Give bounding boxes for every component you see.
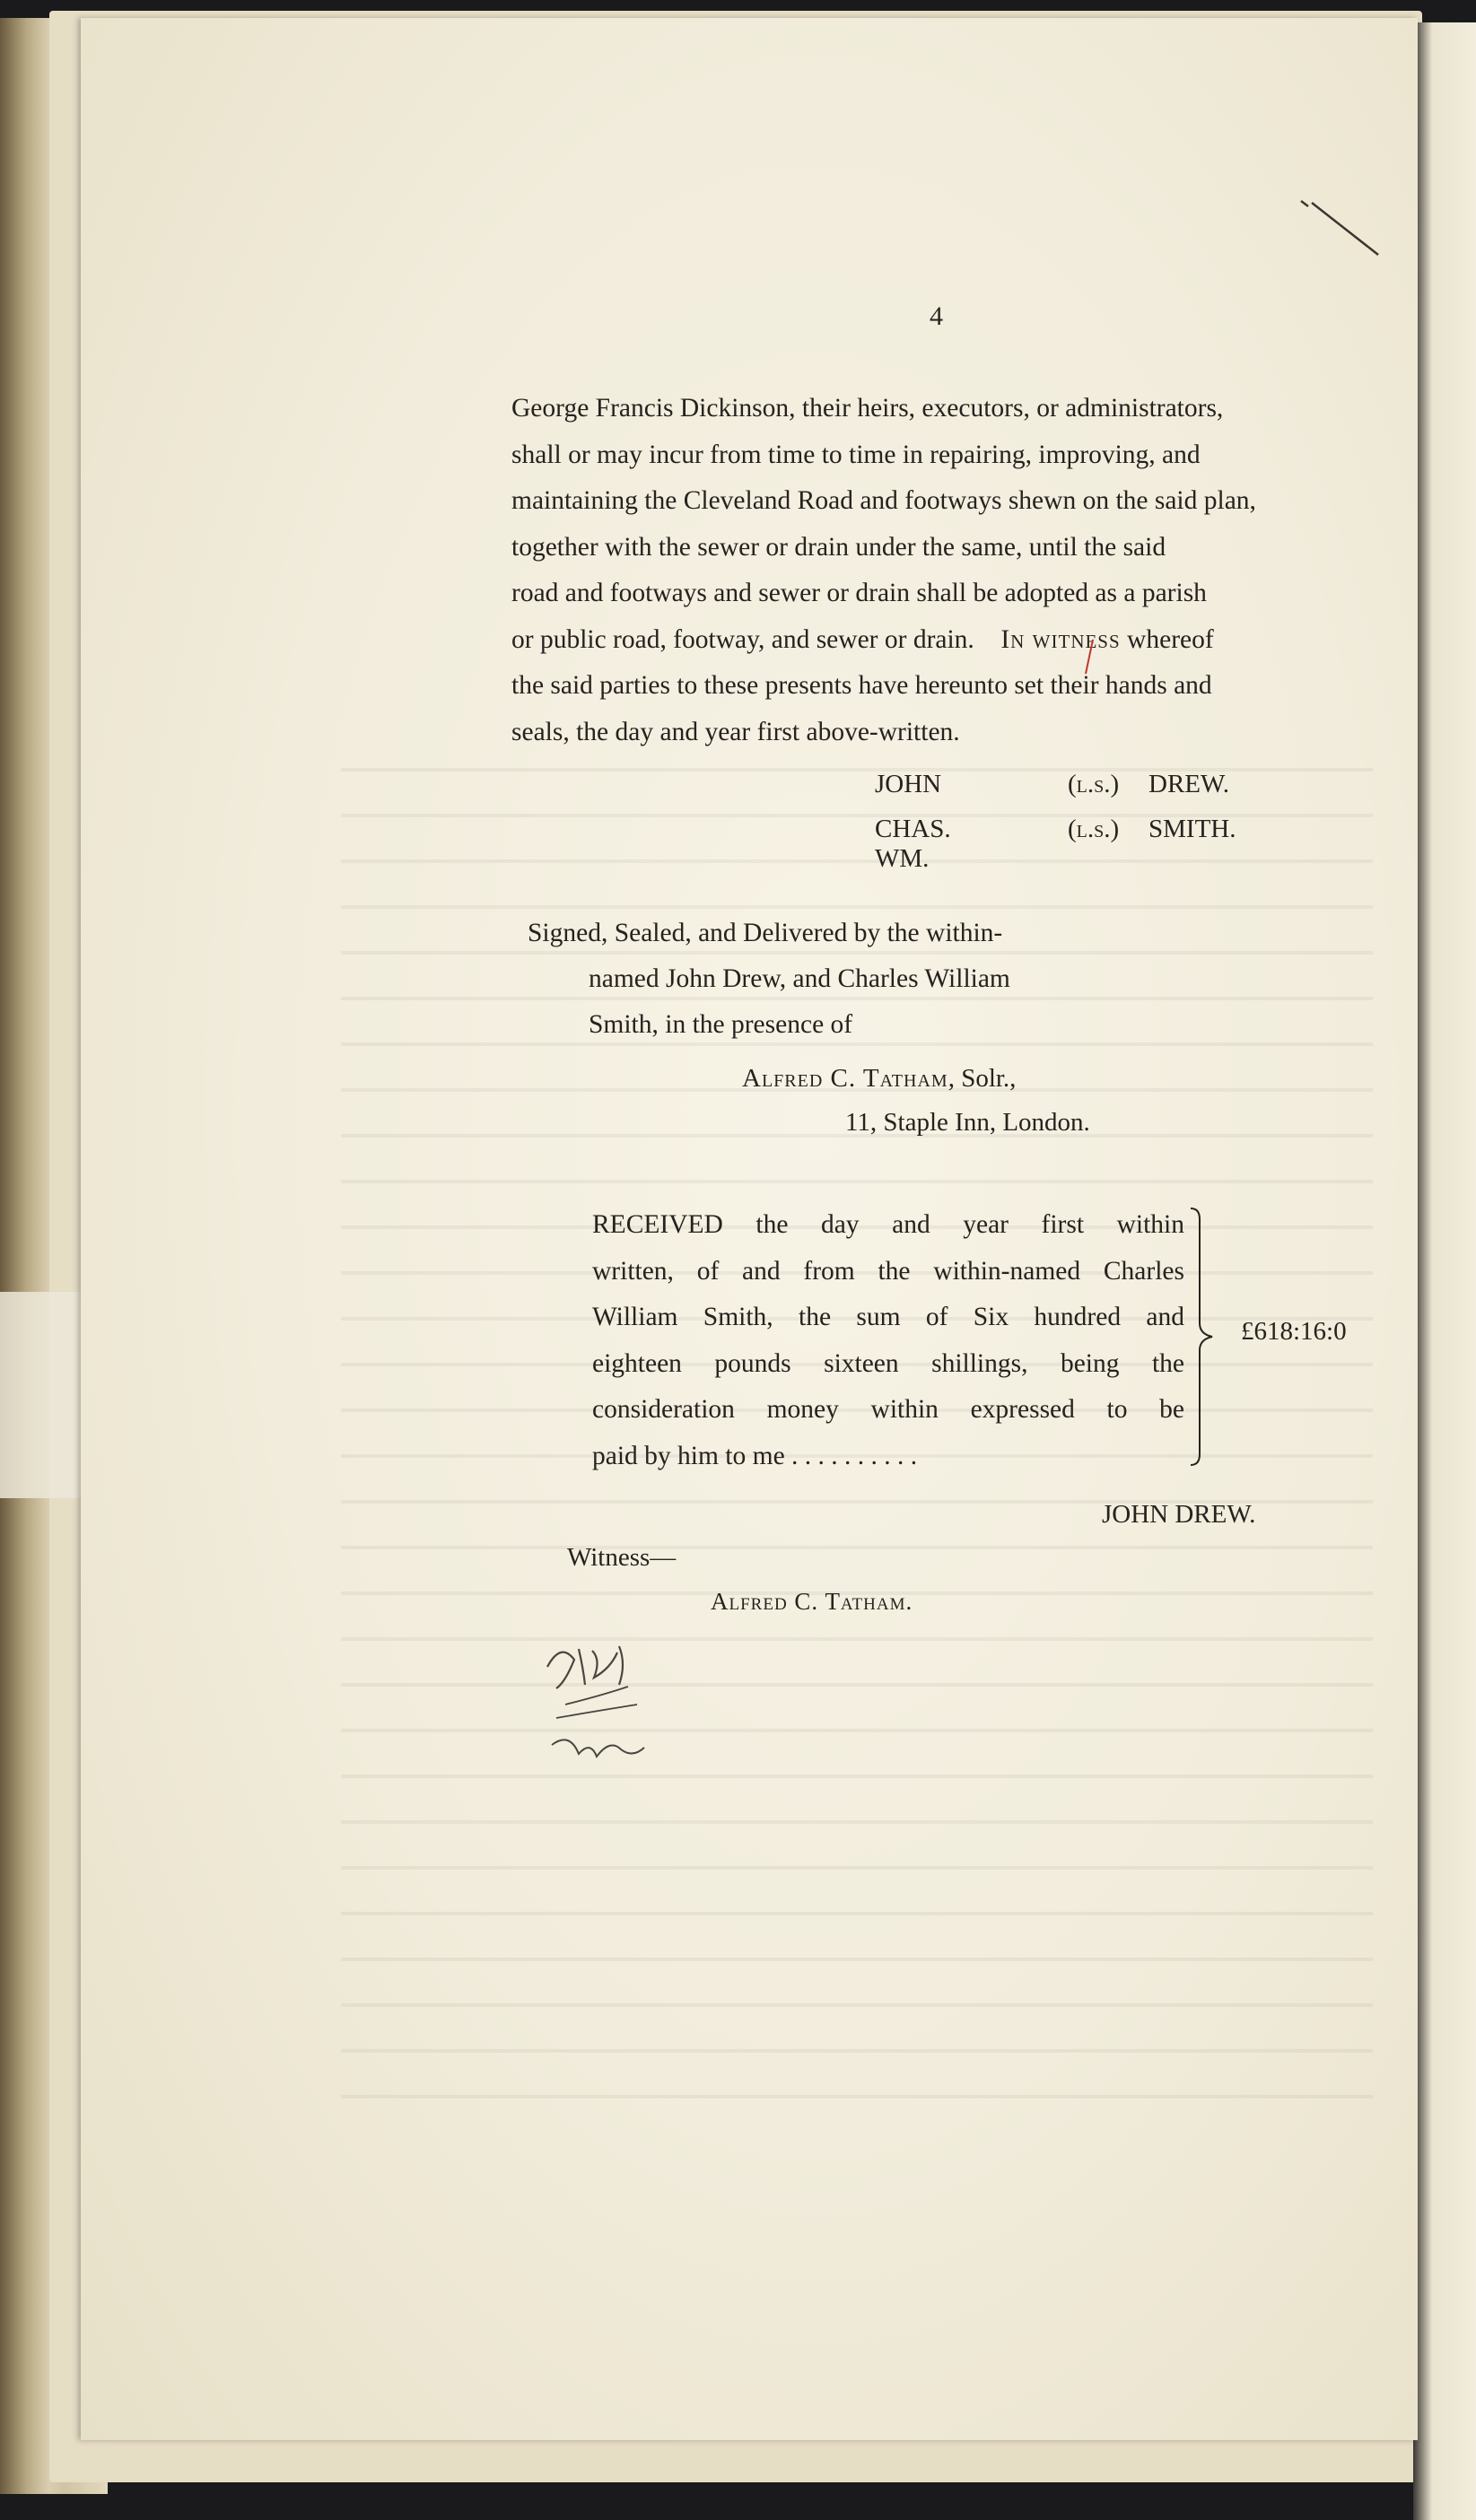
body-line: George Francis Dickinson, their heirs, executors, or administrators, (511, 394, 1224, 423)
red-correction-mark (1084, 639, 1095, 675)
receipt-amount: £618:16:0 (1241, 1317, 1347, 1346)
solicitor-witness (742, 1064, 1016, 1094)
body-line: shall or may incur from time to time in repairing, improving, and (511, 440, 1201, 469)
receipt-clause (592, 1202, 1184, 1479)
signatory-first-name: JOHN (875, 770, 942, 798)
receipt-brace (1189, 1207, 1216, 1467)
locus-sigilli: (l.s.) (1068, 770, 1120, 798)
receipt-line: paid by him to me . . . . . . . . . . (592, 1441, 918, 1470)
body-line: maintaining the Cleveland Road and footways shewn on the said plan, (511, 486, 1256, 515)
solicitor-address: 11, Staple Inn, London. (845, 1108, 1090, 1137)
signatory-surname: SMITH. (1148, 815, 1236, 843)
body-line-witness-clause (511, 617, 1364, 664)
in-witness-phrase: In witness (1000, 624, 1121, 654)
body-line: together with the sewer or drain under the same, until the said (511, 532, 1166, 562)
attestation-line: named John Drew, and Charles William (589, 964, 1010, 993)
witness-name: Alfred C. Tatham. (711, 1588, 913, 1615)
handwritten-initials (529, 1633, 664, 1776)
page-number: 4 (930, 301, 943, 331)
witness-label: Witness— (567, 1543, 677, 1572)
body-line: or public road, footway, and sewer or drain. (511, 624, 974, 654)
body-line: the said parties to these presents have hereunto set their hands and (511, 671, 1212, 700)
body-line: seals, the day and year first above-written. (511, 717, 960, 746)
attestation-clause (528, 911, 1147, 1048)
attestation-line: Signed, Sealed, and Delivered by the within- (528, 919, 1003, 947)
receipt-line: written, of and from the within-named Charles (592, 1256, 1184, 1286)
receipt-line: consideration money within expressed to be (592, 1395, 1184, 1424)
whereof-word: whereof (1127, 624, 1214, 654)
corner-pencil-mark (1299, 196, 1384, 258)
receipt-line: RECEIVED the day and year first within (592, 1210, 1184, 1239)
body-line: road and footways and sewer or drain shall be adopted as a parish (511, 579, 1207, 607)
receipt-signatory: JOHN DREW. (1102, 1500, 1256, 1529)
locus-sigilli: (l.s.) (1068, 815, 1120, 843)
attestation-line: Smith, in the presence of (589, 1010, 853, 1039)
signatory-first-name: CHAS. WM. (875, 815, 951, 873)
deed-body-text (511, 386, 1364, 755)
receipt-line: William Smith, the sum of Six hundred and (592, 1303, 1184, 1331)
solicitor-name: Alfred C. Tatham (742, 1064, 948, 1093)
receipt-line: eighteen pounds sixteen shillings, being the (592, 1348, 1184, 1378)
signatory-surname: DREW. (1148, 770, 1229, 798)
solicitor-title: , Solr., (948, 1064, 1017, 1093)
facing-page-edge (1413, 22, 1476, 2520)
